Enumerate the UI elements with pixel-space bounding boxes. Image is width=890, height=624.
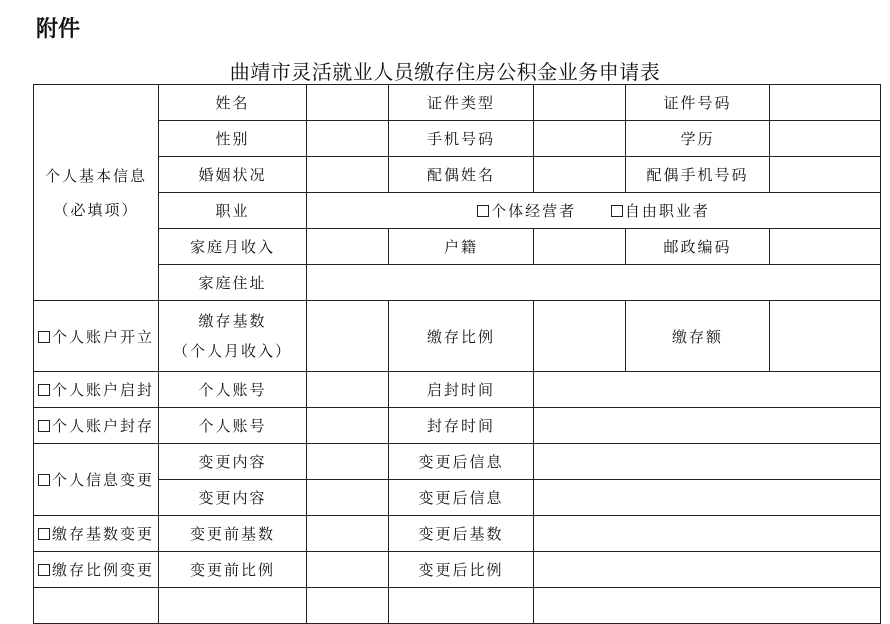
education-label: 学历 [626, 121, 770, 157]
base-change-option[interactable]: 缴存基数变更 [34, 516, 159, 552]
contribution-base-field[interactable] [307, 301, 389, 372]
seal-account-option[interactable]: 个人账户封存 [34, 408, 159, 444]
change-content-field[interactable] [307, 480, 389, 516]
table-row [34, 372, 881, 408]
table-row [34, 588, 881, 624]
spouse-name-label: 配偶姓名 [389, 157, 534, 193]
household-label: 户籍 [389, 229, 534, 265]
reopen-time-label: 启封时间 [389, 372, 534, 408]
phone-field[interactable] [534, 121, 626, 157]
reopen-account-option[interactable]: 个人账户启封 [34, 372, 159, 408]
table-row [34, 265, 881, 301]
gender-field[interactable] [307, 121, 389, 157]
attachment-label: 附件 [36, 17, 81, 42]
checkbox-icon[interactable] [38, 564, 50, 576]
name-field[interactable] [307, 85, 389, 121]
ratio-change-option[interactable]: 缴存比例变更 [34, 552, 159, 588]
reopen-account-number-label: 个人账号 [159, 372, 307, 408]
checkbox-icon[interactable] [38, 331, 50, 343]
changed-info-label: 变更后信息 [389, 480, 534, 516]
spouse-name-field[interactable] [534, 157, 626, 193]
changed-info-label: 变更后信息 [389, 444, 534, 480]
spouse-phone-label: 配偶手机号码 [626, 157, 770, 193]
contribution-amount-label: 缴存额 [626, 301, 770, 372]
ratio-after-field[interactable] [534, 552, 881, 588]
seal-time-label: 封存时间 [389, 408, 534, 444]
table-row [34, 121, 881, 157]
option-individual-business[interactable]: 个体经营者 [477, 202, 576, 220]
ratio-before-field[interactable] [307, 552, 389, 588]
contribution-amount-field[interactable] [770, 301, 881, 372]
table-row [34, 480, 881, 516]
base-before-field[interactable] [307, 516, 389, 552]
table-row [34, 552, 881, 588]
phone-label: 手机号码 [389, 121, 534, 157]
table-row [34, 408, 881, 444]
table-row [34, 516, 881, 552]
marital-status-label: 婚姻状况 [159, 157, 307, 193]
table-row [34, 85, 881, 121]
ratio-after-label: 变更后比例 [389, 552, 534, 588]
family-address-label: 家庭住址 [159, 265, 307, 301]
base-before-label: 变更前基数 [159, 516, 307, 552]
table-row [34, 301, 881, 372]
id-number-field[interactable] [770, 85, 881, 121]
family-address-field[interactable] [307, 265, 881, 301]
ratio-before-label: 变更前比例 [159, 552, 307, 588]
application-form-table [33, 84, 881, 624]
id-type-field[interactable] [534, 85, 626, 121]
open-account-option[interactable]: 个人账户开立 [34, 301, 159, 372]
change-content-field[interactable] [307, 444, 389, 480]
option-freelancer[interactable]: 自由职业者 [611, 202, 710, 220]
spouse-phone-field[interactable] [770, 157, 881, 193]
occupation-options [307, 193, 881, 229]
marital-status-field[interactable] [307, 157, 389, 193]
personal-info-note: （必填项） [53, 200, 139, 219]
table-row [34, 229, 881, 265]
occupation-label: 职业 [159, 193, 307, 229]
checkbox-icon[interactable] [38, 384, 50, 396]
checkbox-icon[interactable] [38, 420, 50, 432]
id-type-label: 证件类型 [389, 85, 534, 121]
checkbox-icon[interactable] [38, 474, 50, 486]
contribution-base-label: 缴存基数 （个人月收入） [159, 301, 307, 372]
reopen-time-field[interactable] [534, 372, 881, 408]
change-content-label: 变更内容 [159, 480, 307, 516]
checkbox-icon[interactable] [477, 205, 489, 217]
base-after-label: 变更后基数 [389, 516, 534, 552]
info-change-option[interactable]: 个人信息变更 [34, 444, 159, 516]
base-after-field[interactable] [534, 516, 881, 552]
education-field[interactable] [770, 121, 881, 157]
seal-account-number-field[interactable] [307, 408, 389, 444]
contribution-ratio-field[interactable] [534, 301, 626, 372]
postcode-field[interactable] [770, 229, 881, 265]
changed-info-field[interactable] [534, 444, 881, 480]
reopen-account-number-field[interactable] [307, 372, 389, 408]
personal-info-section [34, 85, 159, 301]
checkbox-icon[interactable] [38, 528, 50, 540]
id-number-label: 证件号码 [626, 85, 770, 121]
name-label: 姓名 [159, 85, 307, 121]
postcode-label: 邮政编码 [626, 229, 770, 265]
family-income-label: 家庭月收入 [159, 229, 307, 265]
table-row [34, 157, 881, 193]
changed-info-field[interactable] [534, 480, 881, 516]
form-title: 曲靖市灵活就业人员缴存住房公积金业务申请表 [229, 60, 661, 84]
table-row [34, 444, 881, 480]
change-content-label: 变更内容 [159, 444, 307, 480]
seal-time-field[interactable] [534, 408, 881, 444]
personal-info-label: 个人基本信息 [44, 166, 147, 185]
contribution-ratio-label: 缴存比例 [389, 301, 534, 372]
seal-account-number-label: 个人账号 [159, 408, 307, 444]
family-income-field[interactable] [307, 229, 389, 265]
household-field[interactable] [534, 229, 626, 265]
table-row [34, 193, 881, 229]
checkbox-icon[interactable] [611, 205, 623, 217]
gender-label: 性别 [159, 121, 307, 157]
